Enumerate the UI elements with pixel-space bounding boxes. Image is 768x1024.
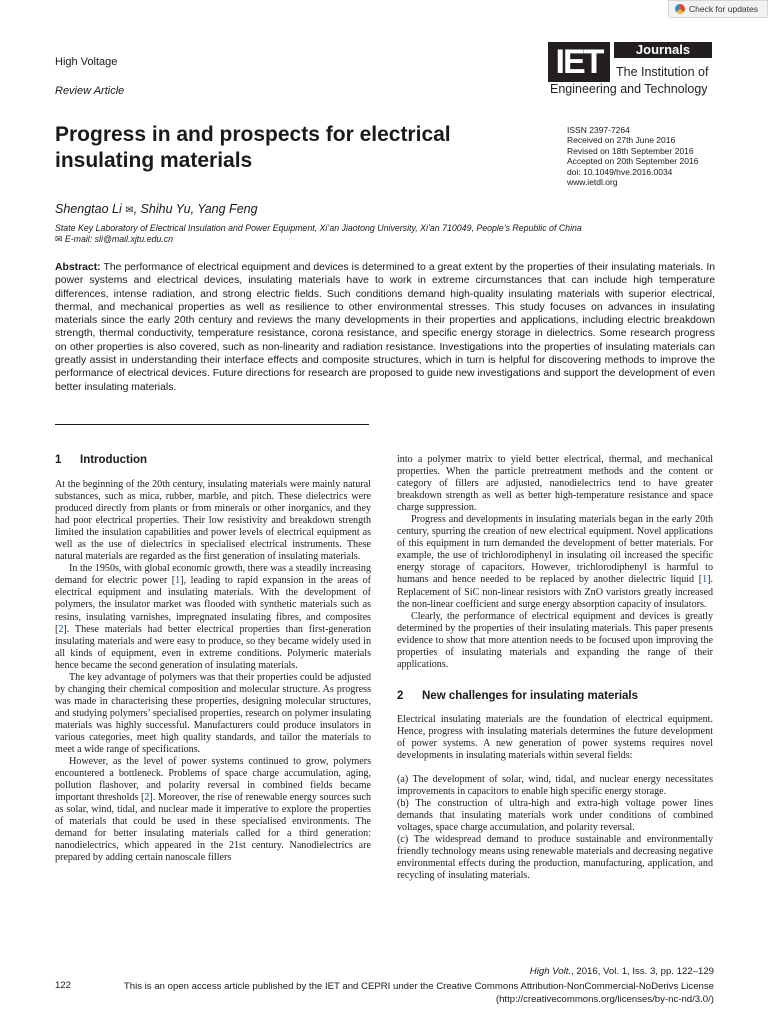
paragraph: In the 1950s, with global economic growth, there was a steadily increasing demand for electric power [1], leading to rapid expansion in the areas of electrical equipment and insulating materials. With the development of polymers, the insulator market was flooded with synthetic materials such as resins, insulating varnishes, impregnated insulating fibres, and composites [2]. These materials had better electrical properties than first-generation insulating materials and were easy to produce, so they became widely used in all kinds of equipment, even in extreme conditions. Polymeric materials hence became the second generation of insulating materials.	[55, 563, 371, 671]
envelope-icon: ✉	[55, 234, 63, 244]
institution-line2: Engineering and Technology	[550, 82, 708, 96]
list-item: (c) The widespread demand to produce sustainable and environmentally friendly technology means using renewable materials and decreasing negative environmental effects during the production, manufacturing, application, and recycling of insulating materials.	[397, 834, 713, 882]
article-title: Progress in and prospects for electrical insulating materials	[55, 123, 451, 172]
left-column	[55, 453, 371, 865]
author-list	[55, 202, 258, 216]
author-names-rest: , Shihu Yu, Yang Feng	[133, 202, 258, 216]
envelope-icon[interactable]: ✉	[125, 205, 134, 216]
author-email[interactable]: E-mail: sli@mail.xjtu.edu.cn	[64, 234, 173, 244]
citation-link[interactable]: 2	[58, 623, 64, 635]
section-heading	[397, 689, 713, 703]
paragraph: Clearly, the performance of electrical equipment and devices is greatly determined by the properties of their insulating materials. This paper presents evidence to show that more attention needs to be focused upon improving the properties of insulating materials and expanding the range of their applications.	[397, 610, 713, 670]
author-name: Shengtao Li	[55, 202, 122, 216]
issn: ISSN 2397-7264	[567, 125, 630, 135]
right-column	[397, 454, 713, 882]
license-text: This is an open access article published by the IET and CEPRI under the Creative Commons Attribution-NonCommercial-NoDerivs License (http://creativecommons.org/licenses/by-nc-nd/3.0/)	[123, 981, 714, 1005]
citation-link[interactable]: 2	[144, 792, 150, 804]
affiliation	[55, 223, 725, 245]
footer-citation	[530, 966, 714, 977]
abstract-text: The performance of electrical equipment and devices is determined to a great extent by the properties of their insulating materials. In power systems and electrical devices, insulating materials have to work in extreme circumstances that can include high temperature differences, intense radiation, and strong electric fields. Such conditions demand high-quality insulating materials with superior electrical, thermal, and mechanical properties as well as resilience to other environmental stresses. This study focuses on advances in insulating materials since the early 20th century and reviews the many developments in their properties and applications, including electric breakdown strength, thermal conductivity, temperature resistance, corona resistance, and specific energy storage in dielectrics. Some research progress on other properties is also covered, such as non-linearity and radiation resistance. Investigations into the properties of insulating materials can greatly assist in understanding their interface effects and composite structures, which in turn is helpful for discovering methods to improve the performance of electrical devices. Future directions for research are proposed to guide new investigations and support the development of even better insulating materials.	[55, 262, 715, 393]
section-divider	[55, 424, 369, 425]
paragraph: into a polymer matrix to yield better electrical, thermal, and mechanical properties. When the particle pretreatment methods and the content or category of fillers are adjusted, nanodielectrics tend to have greater breakdown strength as well as better high-temperature resistance and space charge suppression.	[397, 454, 713, 514]
citation-link[interactable]: 1	[702, 574, 708, 586]
abstract-label: Abstract:	[55, 262, 101, 273]
section-number: 2	[397, 689, 404, 702]
paragraph: Progress and developments in insulating materials began in the early 20th century, spurring the creation of new electrical equipment. Novel applications of this equipment in turn demanded the development of better materials. For example, the use of trichlorodiphenyl in insulating oil increased the specific energy storage of capacitors. However, trichlorodiphenyl is harmful to humans and hence needed to be replaced by another dielectric liquid [1]. Replacement of SiC non-linear resistors with ZnO varistors greatly increased the non-linear coefficient and surge energy absorption capacity of insulators.	[397, 514, 713, 610]
update-icon	[675, 4, 685, 14]
doi-link[interactable]: doi: 10.1049/hve.2016.0034	[567, 166, 673, 177]
website-link[interactable]: www.ietdl.org	[567, 177, 618, 188]
iet-logo	[548, 40, 718, 102]
paragraph: Electrical insulating materials are the foundation of electrical equipment. Hence, progress with insulating materials determines the future development of power systems. A new generation of power systems requires novel developments in insulating materials within several fields:	[397, 713, 713, 761]
institution-line1: The Institution of	[616, 65, 709, 79]
check-for-updates-label: Check for updates	[689, 4, 758, 14]
paragraph: However, as the level of power systems continued to grow, polymers encountered a bottleneck. Problems of space charge accumulation, aging, pollution flashover, and polarity reversal in combined fields became important thresholds [2]. Moreover, the rise of renewable energy sources such as solar, wind, tidal, and nuclear made it imperative to explore the properties of materials that could be used in these specialised environments. The demand for better insulating materials called for a third generation: nanodielectrics, which appeared in the 21st century. Nanodielectrics are prepared by adding certain nanoscale fillers	[55, 756, 371, 864]
check-for-updates-button[interactable]	[668, 0, 768, 18]
article-type: Review Article	[55, 85, 125, 97]
challenge-list	[397, 774, 713, 882]
abstract	[55, 261, 715, 394]
article-meta	[567, 125, 698, 187]
iet-mark: IET	[548, 42, 610, 82]
journal-abbrev: High Volt.	[529, 966, 572, 977]
section-title: New challenges for insulating materials	[422, 689, 639, 702]
revised-date: Revised on 18th September 2016	[567, 145, 694, 156]
section-title: Introduction	[80, 454, 148, 466]
paragraph: The key advantage of polymers was that their properties could be adjusted by changing their chemical composition and molecular structure. As progress was made in characterising these properties, designing molecular structures, and studying polymers’ specialised properties, research on polymer insulating materials was highly successful. Manufacturers could produce insulators in various categories, meet high quality standards, and tailor the materials to meet a wide range of specifications.	[55, 671, 371, 756]
section-heading	[55, 453, 371, 467]
page-number: 122	[55, 980, 72, 991]
received-date: Received on 27th June 2016	[567, 135, 676, 146]
list-item: (a) The development of solar, wind, tidal, and nuclear energy necessitates improvements in capacitors to enable high specific energy storage.	[397, 774, 713, 798]
list-item: (b) The construction of ultra-high and extra-high voltage power lines demands that insulating materials work under conditions of combined voltages, space charge accumulation, and polarity reversal.	[397, 798, 713, 834]
affiliation-text: State Key Laboratory of Electrical Insulation and Power Equipment, Xi’an Jiaotong University, Xi’an 710049, People’s Republic of China	[55, 223, 582, 233]
email-line	[55, 234, 725, 245]
section-number: 1	[55, 454, 62, 466]
citation-link[interactable]: 1	[175, 575, 181, 587]
citation-details: , 2016, Vol. 1, Iss. 3, pp. 122–129	[571, 966, 714, 977]
journal-name: High Voltage	[55, 56, 118, 68]
journals-tag: Journals	[614, 42, 712, 58]
accepted-date: Accepted on 20th September 2016	[567, 156, 699, 167]
paragraph: At the beginning of the 20th century, insulating materials were mainly natural substances, such as mica, rubber, marble, and pitch. These dielectrics were produced directly from plants or from minerals or other inorganics, and they had poor electrical properties. Their low resistivity and breakdown strength limited the insulation capabilities and power levels of electrical equipment as well as the use of dielectrics in specialised electrical instruments. These natural materials are regarded as the first generation of insulating materials.	[55, 479, 371, 563]
